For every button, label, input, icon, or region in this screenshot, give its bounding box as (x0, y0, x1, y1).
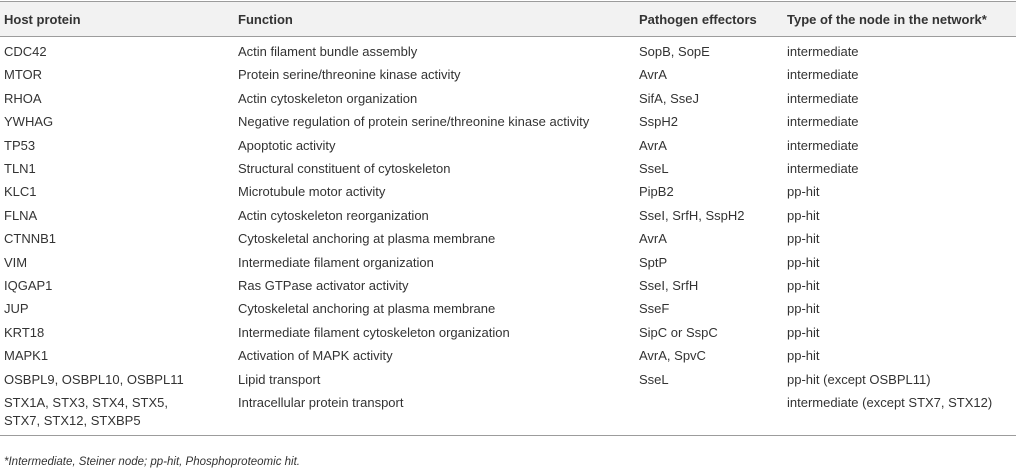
table-row (0, 391, 1016, 436)
table-row (0, 37, 1016, 64)
cell-node-type: intermediate (787, 44, 859, 59)
cell-effectors: SseI, SrfH (639, 278, 699, 294)
cell-function: Actin cytoskeleton reorganization (238, 207, 429, 223)
cell-effectors: SptP (639, 254, 668, 270)
cell-node-type: pp-hit (787, 184, 820, 200)
table-footnote: *Intermediate, Steiner node; pp-hit, Phosphoproteomic hit. (4, 456, 300, 468)
cell-function: Actin cytoskeleton organization (238, 90, 418, 106)
table-row (0, 110, 1016, 133)
cell-function: Cytoskeletal anchoring at plasma membrane (238, 231, 496, 247)
table-row (0, 321, 1016, 344)
table-row (0, 344, 1016, 367)
cell-effectors: AvrA (639, 137, 667, 153)
cell-function: Lipid transport (238, 371, 321, 387)
cell-host-protein: JUP (4, 301, 29, 317)
cell-effectors: SseI, SrfH, SspH2 (639, 207, 745, 223)
cell-function: Actin filament bundle assembly (238, 44, 418, 59)
cell-node-type: pp-hit (787, 301, 820, 317)
table-row (0, 63, 1016, 86)
cell-host-protein: MTOR (4, 67, 43, 83)
cell-function: Intracellular protein transport (234, 391, 635, 436)
cell-function: Activation of MAPK activity (238, 348, 393, 364)
cell-host-protein: CTNNB1 (4, 231, 57, 247)
table-row (0, 134, 1016, 157)
cell-effectors: SseF (639, 301, 670, 317)
cell-effectors: SopB, SopE (639, 44, 710, 59)
header-pathogen-effectors: Pathogen effectors (635, 2, 783, 37)
cell-host-protein: IQGAP1 (4, 278, 53, 294)
cell-effectors (635, 391, 783, 436)
table-row (0, 180, 1016, 203)
table-row (0, 157, 1016, 180)
cell-host-protein: VIM (4, 254, 28, 270)
cell-host-protein: CDC42 (4, 44, 47, 59)
cell-node-type: intermediate (except STX7, STX12) (783, 391, 1016, 436)
table-row (0, 297, 1016, 320)
cell-host-protein: TP53 (4, 137, 36, 153)
cell-node-type: pp-hit (except OSBPL11) (787, 371, 931, 387)
cell-effectors: AvrA, SpvC (639, 348, 706, 364)
cell-node-type: pp-hit (787, 348, 820, 364)
cell-node-type: pp-hit (787, 207, 820, 223)
cell-host-protein: TLN1 (4, 161, 36, 177)
cell-effectors: SseL (639, 161, 669, 177)
cell-function: Structural constituent of cytoskeleton (238, 161, 451, 177)
header-host-protein: Host protein (0, 2, 234, 37)
cell-function: Negative regulation of protein serine/threonine kinase activity (238, 114, 590, 130)
cell-host-protein: KRT18 (4, 324, 45, 340)
cell-host-protein: YWHAG (4, 114, 54, 130)
cell-node-type: intermediate (787, 67, 859, 83)
cell-effectors: AvrA (639, 67, 667, 83)
cell-function: Intermediate filament organization (238, 254, 434, 270)
cell-effectors: AvrA (639, 231, 667, 247)
cell-node-type: intermediate (787, 137, 859, 153)
header-node-type: Type of the node in the network* (783, 2, 1016, 37)
cell-node-type: pp-hit (787, 324, 820, 340)
cell-node-type: pp-hit (787, 231, 820, 247)
table-row (0, 274, 1016, 297)
cell-function: Apoptotic activity (238, 137, 336, 153)
cell-host-protein: RHOA (4, 90, 42, 106)
cell-host-protein: KLC1 (4, 184, 37, 200)
cell-function: Cytoskeletal anchoring at plasma membrane (238, 301, 496, 317)
cell-host-protein: FLNA (4, 207, 38, 223)
host-line-1: STX1A, STX3, STX4, STX5, (4, 395, 169, 411)
cell-effectors: SseL (639, 371, 669, 387)
table-row (0, 368, 1016, 391)
cell-node-type: pp-hit (787, 254, 820, 270)
host-line-2: STX7, STX12, STXBP5 (4, 413, 141, 429)
cell-function: Protein serine/threonine kinase activity (238, 67, 461, 83)
header-function: Function (234, 2, 635, 37)
table-row (0, 227, 1016, 250)
cell-host-protein (0, 391, 234, 436)
table-row (0, 204, 1016, 227)
cell-node-type: intermediate (787, 114, 859, 130)
table-row (0, 251, 1016, 274)
cell-effectors: PipB2 (639, 184, 674, 200)
cell-function: Ras GTPase activator activity (238, 278, 409, 294)
cell-function: Intermediate filament cytoskeleton organization (238, 324, 510, 340)
cell-host-protein: OSBPL9, OSBPL10, OSBPL11 (4, 371, 184, 387)
cell-effectors: SspH2 (639, 114, 679, 130)
cell-host-protein: MAPK1 (4, 348, 49, 364)
cell-effectors: SipC or SspC (639, 324, 718, 340)
cell-effectors: SifA, SseJ (639, 90, 699, 106)
cell-node-type: pp-hit (787, 278, 820, 294)
cell-node-type: intermediate (787, 161, 859, 177)
host-protein-table (0, 1, 1016, 436)
cell-function: Microtubule motor activity (238, 184, 386, 200)
table-row (0, 87, 1016, 110)
header-row (0, 2, 1016, 37)
cell-node-type: intermediate (787, 90, 859, 106)
